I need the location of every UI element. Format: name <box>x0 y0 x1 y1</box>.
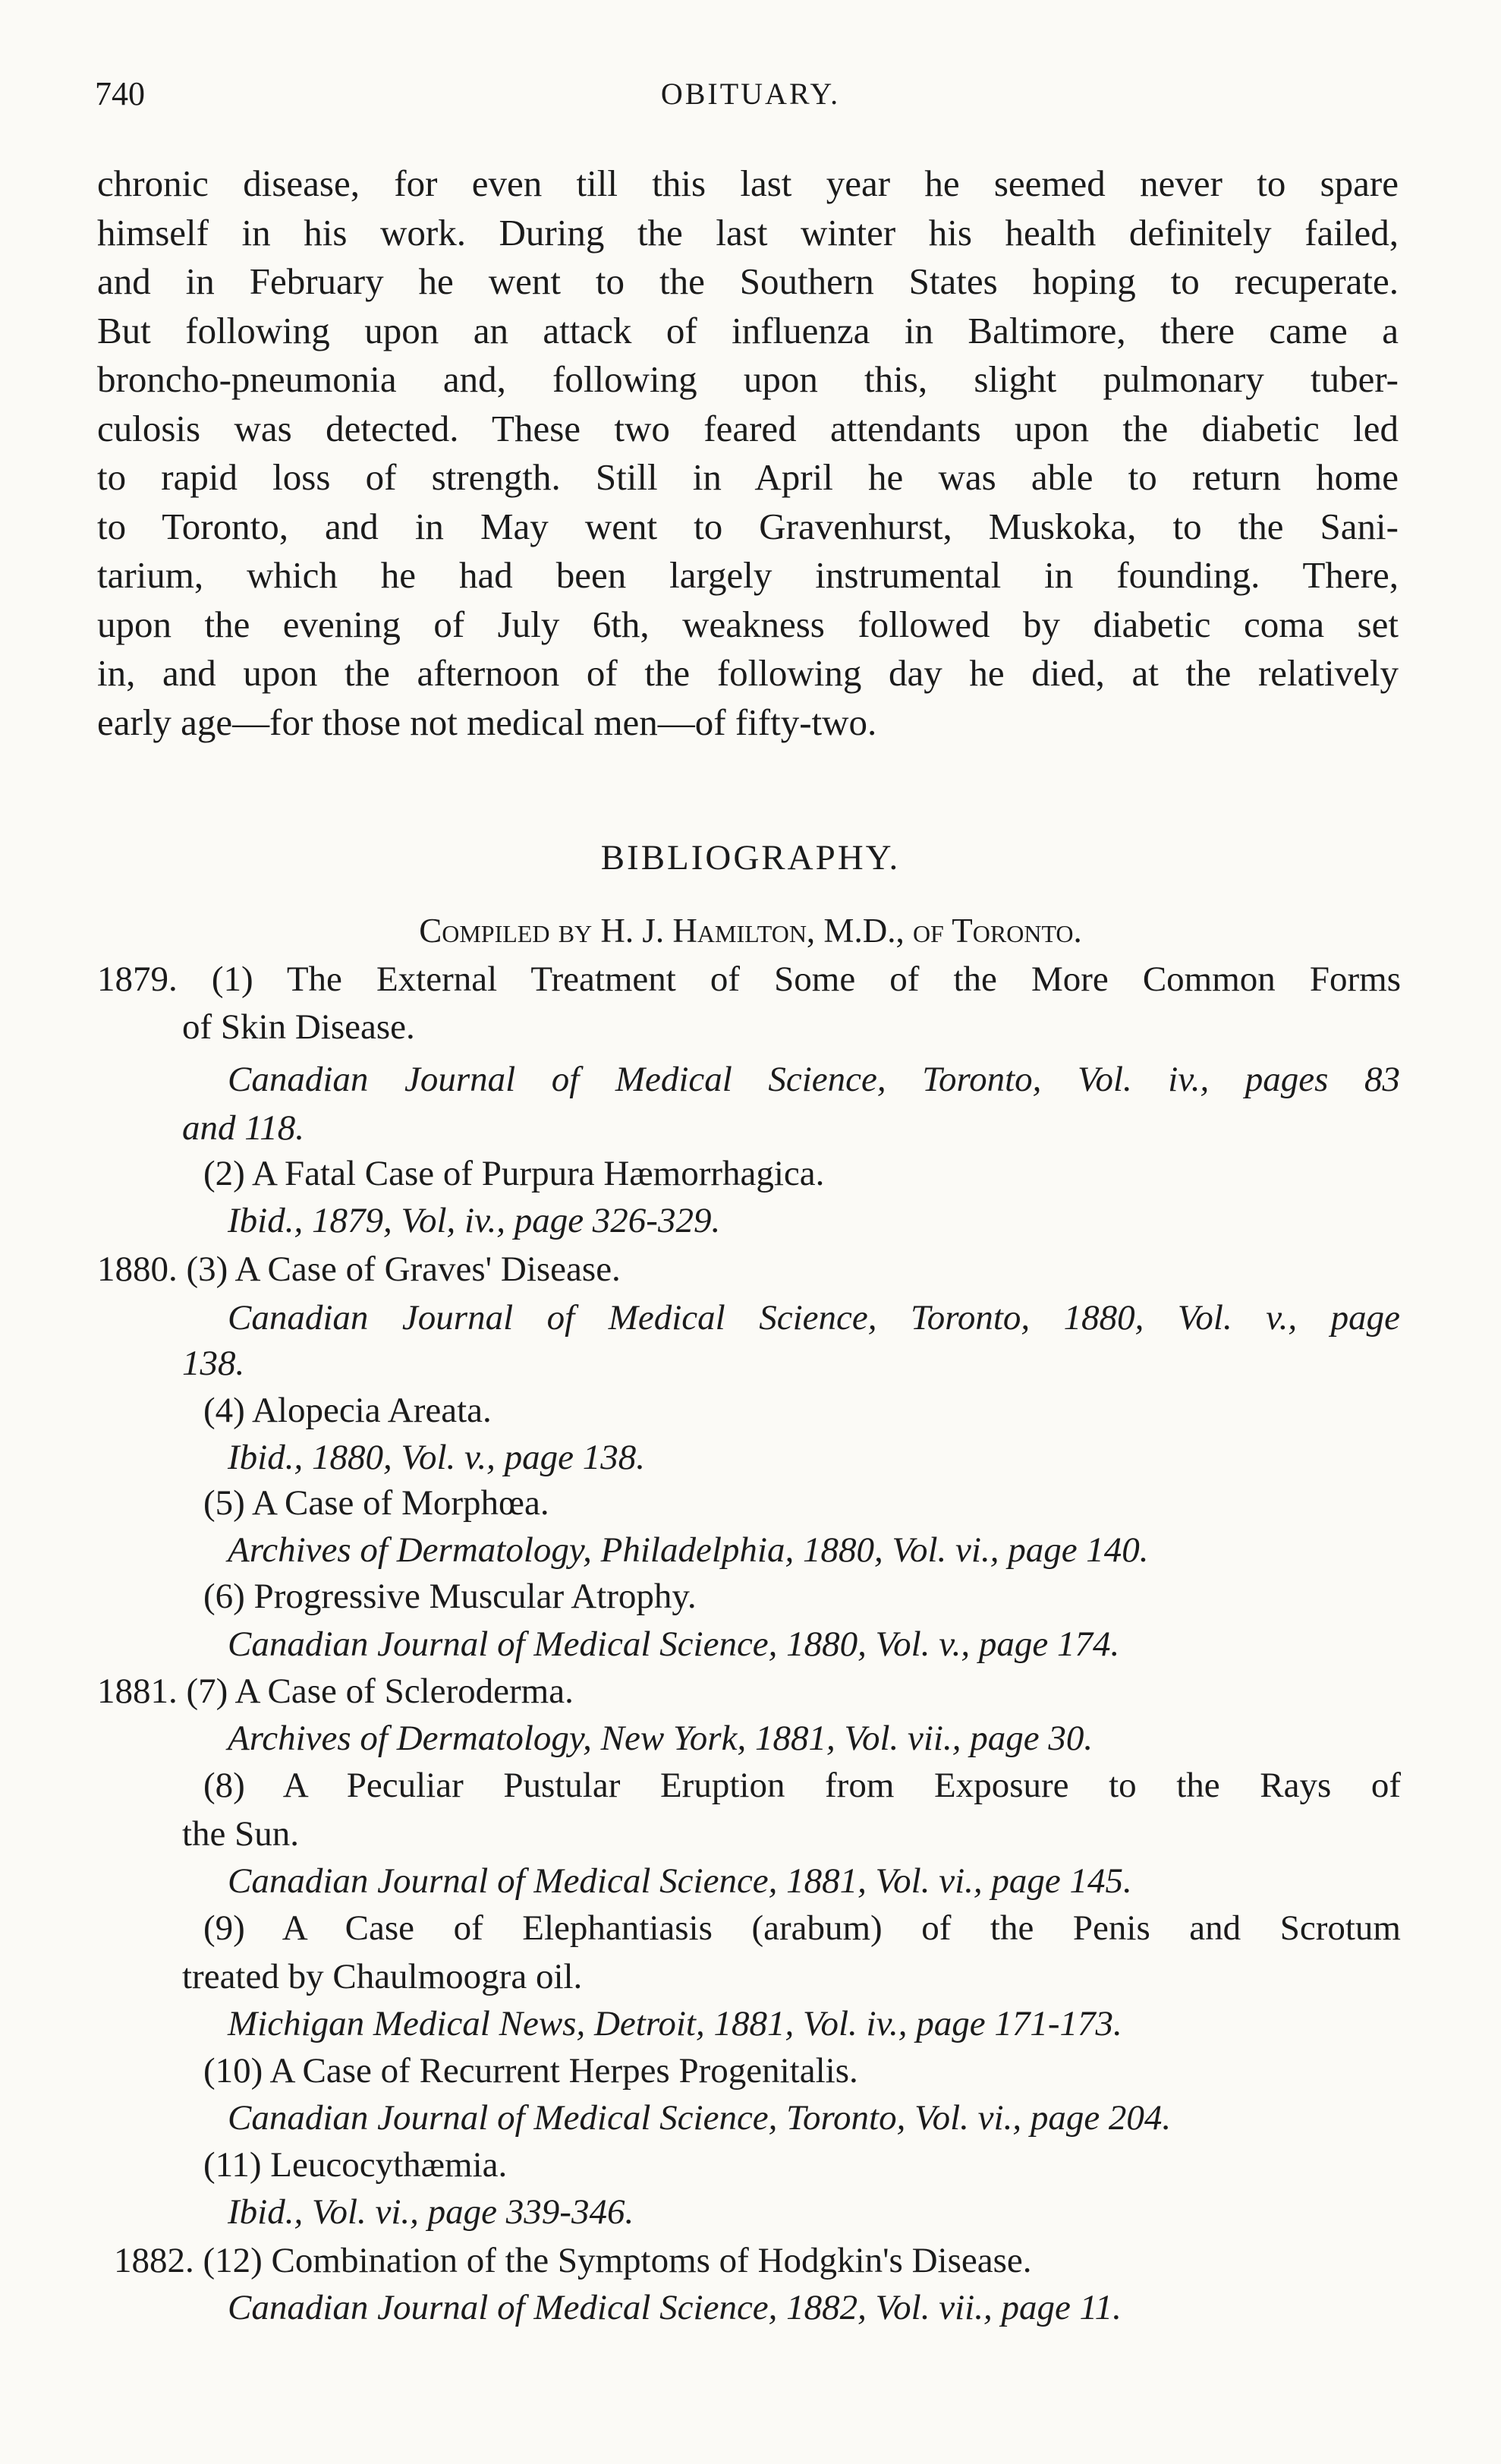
bib-citation: Canadian Journal of Medical Science, 1881, Vol. vi., page 145. <box>228 1861 1132 1901</box>
text-line: broncho-pneumonia and, following upon this, slight pulmonary tuber- <box>97 358 1399 400</box>
bib-entry-title: of Skin Disease. <box>182 1007 415 1047</box>
bib-entry-title: 1880. (3) A Case of Graves' Disease. <box>97 1249 621 1289</box>
text-line: to rapid loss of strength. Still in April he was able to return home <box>97 456 1399 498</box>
bib-citation: Ibid., 1880, Vol. v., page 138. <box>228 1438 646 1477</box>
text-line: early age—for those not medical men—of fifty-two. <box>97 701 877 743</box>
bib-entry-title: 1882. (12) Combination of the Symptoms of Hodgkin's Disease. <box>114 2241 1032 2280</box>
bib-entry-title: (5) A Case of Morphœa. <box>203 1483 549 1523</box>
bib-citation: Michigan Medical News, Detroit, 1881, Vol. iv., page 171-173. <box>228 2004 1122 2043</box>
text-line: culosis was detected. These two feared attendants upon the diabetic led <box>97 407 1399 449</box>
bibliography-compiler: Compiled by H. J. Hamilton, M.D., of Toronto. <box>419 912 1082 950</box>
bib-citation: Archives of Dermatology, New York, 1881, Vol. vii., page 30. <box>228 1719 1093 1758</box>
bib-entry-title: 1879. (1) The External Treatment of Some of the More Common Forms <box>97 959 1401 999</box>
bib-entry-title: (2) A Fatal Case of Purpura Hæmorrhagica. <box>203 1154 825 1193</box>
bib-citation: Ibid., 1879, Vol, iv., page 326-329. <box>228 1201 721 1240</box>
bib-entry-title: treated by Chaulmoogra oil. <box>182 1957 583 1996</box>
bib-entry-title: the Sun. <box>182 1814 300 1854</box>
text-line: in, and upon the afternoon of the following day he died, at the relatively <box>97 652 1399 694</box>
bib-entry-title: (10) A Case of Recurrent Herpes Progenitalis. <box>203 2051 858 2091</box>
bibliography-heading: BIBLIOGRAPHY. <box>600 838 901 878</box>
text-line: upon the evening of July 6th, weakness followed by diabetic coma set <box>97 603 1399 645</box>
bib-citation: Canadian Journal of Medical Science, Toronto, 1880, Vol. v., page <box>228 1298 1400 1338</box>
bib-citation: Canadian Journal of Medical Science, 1882, Vol. vii., page 11. <box>228 2288 1122 2327</box>
bib-entry-title: (8) A Peculiar Pustular Eruption from Exposure to the Rays of <box>203 1766 1401 1805</box>
bib-entry-title: 1881. (7) A Case of Scleroderma. <box>97 1672 574 1711</box>
text-line: chronic disease, for even till this last year he seemed never to spare <box>97 162 1399 204</box>
bib-entry-title: (11) Leucocythæmia. <box>203 2145 508 2185</box>
bib-entry-title: (6) Progressive Muscular Atrophy. <box>203 1577 697 1616</box>
obituary-paragraph <box>97 159 1399 747</box>
text-line: tarium, which he had been largely instrumental in founding. There, <box>97 554 1399 596</box>
bib-citation: Canadian Journal of Medical Science, Toronto, Vol. vi., page 204. <box>228 2098 1172 2138</box>
bib-citation: Ibid., Vol. vi., page 339-346. <box>228 2192 634 2232</box>
bib-entry-title: (4) Alopecia Areata. <box>203 1391 492 1430</box>
bib-citation: Archives of Dermatology, Philadelphia, 1880, Vol. vi., page 140. <box>228 1530 1149 1570</box>
bib-entry-title: (9) A Case of Elephantiasis (arabum) of the Penis and Scrotum <box>203 1908 1401 1948</box>
bib-citation: Canadian Journal of Medical Science, 1880, Vol. v., page 174. <box>228 1624 1120 1664</box>
bib-citation: Canadian Journal of Medical Science, Toronto, Vol. iv., pages 83 <box>228 1060 1400 1099</box>
bib-citation: 138. <box>182 1344 245 1383</box>
text-line: and in February he went to the Southern States hoping to recuperate. <box>97 260 1399 302</box>
text-line: himself in his work. During the last winter his health definitely failed, <box>97 211 1399 254</box>
text-line: to Toronto, and in May went to Gravenhurst, Muskoka, to the Sani- <box>97 505 1399 547</box>
page-number: 740 <box>95 75 145 112</box>
running-title: OBITUARY. <box>660 77 841 111</box>
bib-citation: and 118. <box>182 1108 305 1148</box>
text-line: But following upon an attack of influenza in Baltimore, there came a <box>97 309 1399 351</box>
